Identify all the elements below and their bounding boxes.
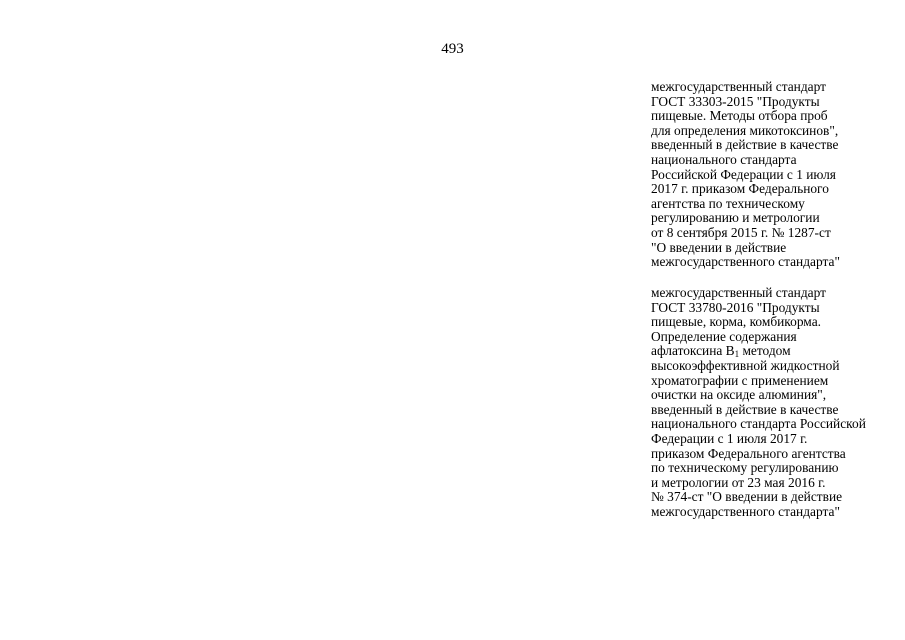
text-line: межгосударственного стандарта" bbox=[651, 254, 840, 270]
text-line: ГОСТ 33780-2016 "Продукты bbox=[651, 299, 820, 315]
text-line: от 8 сентября 2015 г. № 1287-ст bbox=[651, 224, 831, 240]
subscript: 1 bbox=[734, 349, 740, 360]
text-line: пищевые, корма, комбикорма. bbox=[651, 314, 821, 330]
text-line: национального стандарта bbox=[651, 151, 797, 167]
gost-33303-2015-entry bbox=[651, 80, 891, 270]
text-line: Федерации с 1 июля 2017 г. bbox=[651, 430, 808, 446]
text-line: введенный в действие в качестве bbox=[651, 401, 839, 417]
text-line: национального стандарта Российской bbox=[651, 416, 866, 432]
text-line: для определения микотоксинов", bbox=[651, 122, 839, 138]
text-line-aflatoxin bbox=[651, 344, 891, 359]
page-number: 493 bbox=[441, 41, 464, 57]
text-line: агентства по техническому bbox=[651, 195, 805, 211]
gost-33780-2016-entry bbox=[651, 286, 891, 520]
text-line: ГОСТ 33303-2015 "Продукты bbox=[651, 93, 820, 109]
text-line: очистки на оксиде алюминия", bbox=[651, 387, 827, 403]
text-line: "О введении в действие bbox=[651, 239, 787, 255]
text-line: приказом Федерального агентства bbox=[651, 445, 846, 461]
text-line: и метрологии от 23 мая 2016 г. bbox=[651, 474, 826, 490]
text-segment: афлатоксина В bbox=[651, 343, 735, 359]
text-line: № 374-ст "О введении в действие bbox=[651, 489, 843, 505]
text-line: Определение содержания bbox=[651, 328, 797, 344]
text-line: межгосударственного стандарта" bbox=[651, 503, 840, 519]
text-line: введенный в действие в качестве bbox=[651, 137, 839, 153]
text-line: Российской Федерации с 1 июля bbox=[651, 166, 836, 182]
text-line: 2017 г. приказом Федерального bbox=[651, 181, 829, 197]
text-line: хроматографии с применением bbox=[651, 372, 829, 388]
text-line: пищевые. Методы отбора проб bbox=[651, 108, 828, 124]
text-line: регулированию и метрологии bbox=[651, 210, 820, 226]
text-line: высокоэффективной жидкостной bbox=[651, 357, 840, 373]
text-line: по техническому регулированию bbox=[651, 460, 839, 476]
text-line: межгосударственный стандарт bbox=[651, 285, 826, 300]
text-segment: методом bbox=[739, 343, 791, 359]
text-line: межгосударственный стандарт bbox=[651, 79, 826, 94]
